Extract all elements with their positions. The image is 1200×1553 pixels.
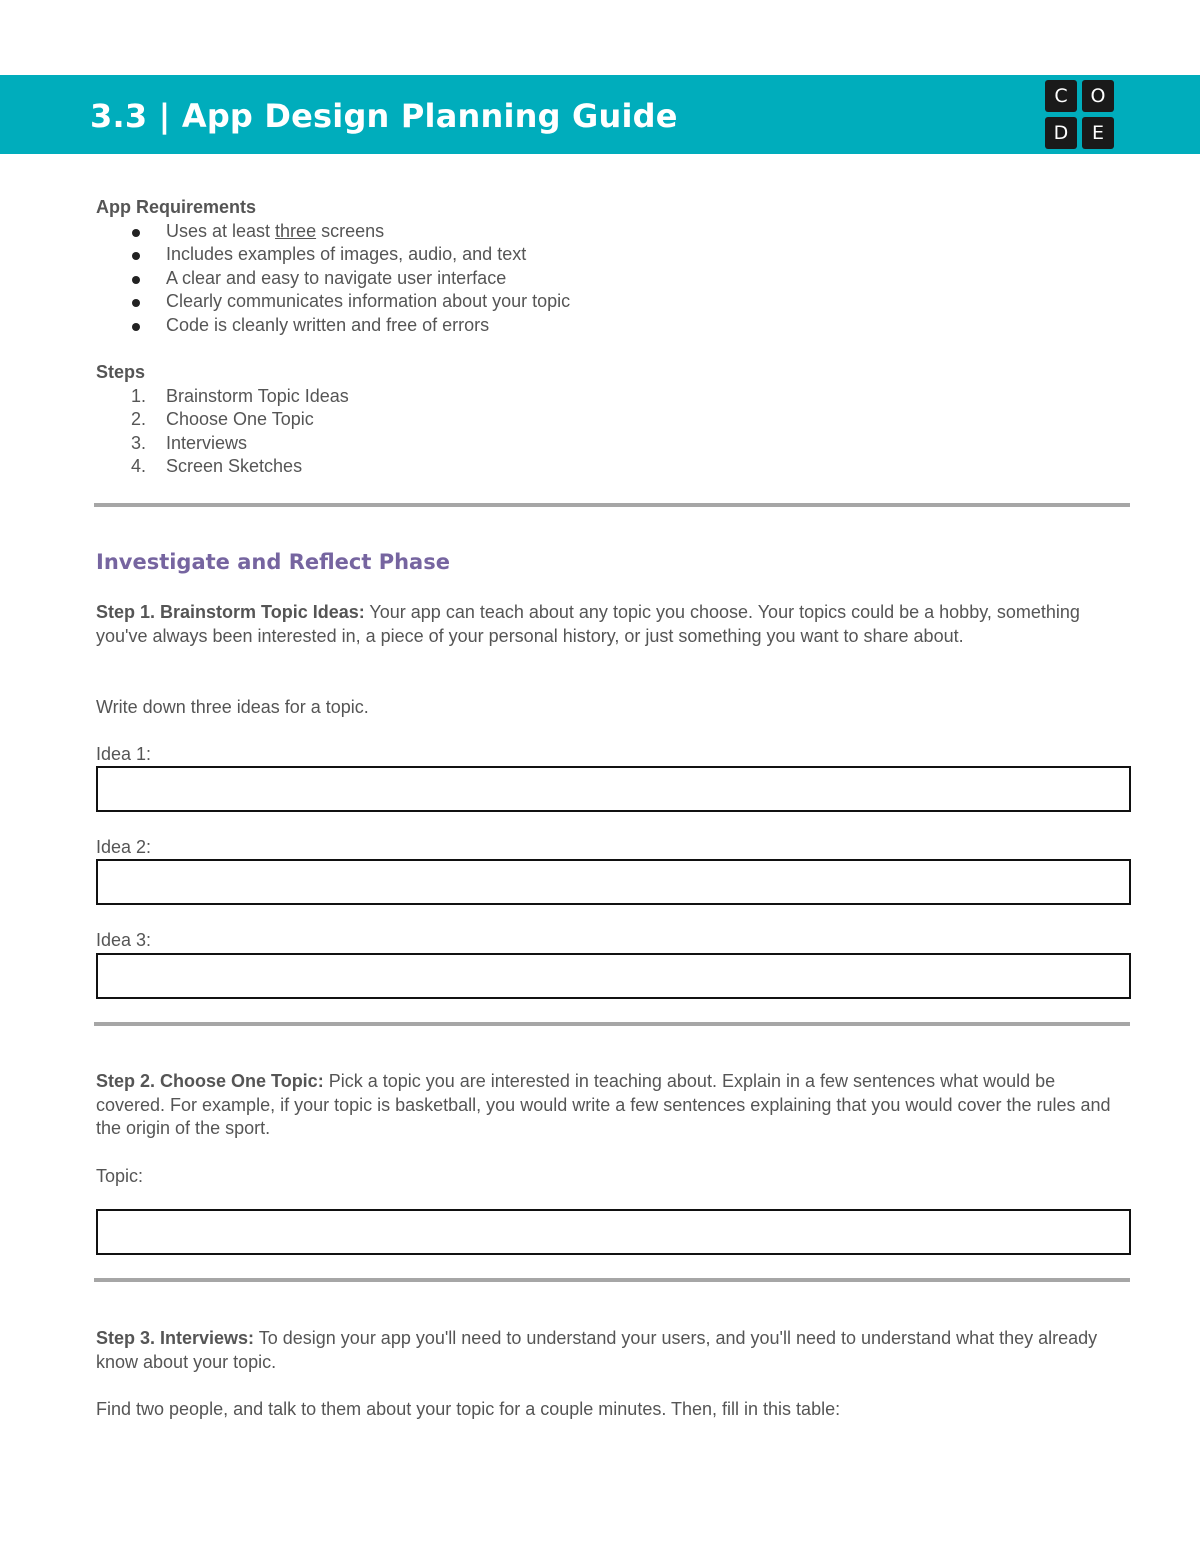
requirement-item <box>96 243 1131 267</box>
bullet-icon <box>132 276 140 284</box>
requirement-emphasis: three <box>275 220 317 241</box>
steps-heading: Steps <box>96 362 146 382</box>
idea1-input[interactable] <box>96 766 1131 812</box>
steps-list <box>96 385 1131 479</box>
requirements-heading: App Requirements <box>96 197 257 217</box>
requirement-item <box>96 314 1131 338</box>
requirement-text: Includes examples of images, audio, and text <box>166 244 527 264</box>
step1-label: Step 1. Brainstorm Topic Ideas: <box>96 602 365 622</box>
step2-description <box>96 1070 1126 1141</box>
step-item <box>96 455 1131 479</box>
requirement-item <box>96 267 1131 291</box>
step-label: Choose One Topic <box>166 409 314 429</box>
step-label: Interviews <box>166 432 248 453</box>
code-logo <box>1045 80 1115 150</box>
requirement-text: A clear and easy to navigate user interface <box>166 267 507 288</box>
idea3-label: Idea 3: <box>96 930 152 950</box>
step3-label: Step 3. Interviews: <box>96 1328 255 1348</box>
step-item <box>96 408 1131 432</box>
idea1-label: Idea 1: <box>96 744 152 764</box>
step-number: 2. <box>131 409 147 429</box>
page-title: 3.3 | App Design Planning Guide <box>90 97 678 135</box>
step3-description <box>96 1327 1126 1374</box>
logo-letter-c: C <box>1045 80 1077 112</box>
step-number: 1. <box>131 385 147 406</box>
step-number: 4. <box>131 456 147 476</box>
step1-text: Your app can teach about any topic you choose. Your topics could be a hobby, something you've always been interested in, a piece of your personal history, or just something you want to share about. <box>96 602 1080 646</box>
logo-letter-o: O <box>1082 80 1114 112</box>
bullet-icon <box>132 323 140 331</box>
idea3-input[interactable] <box>96 953 1131 999</box>
step-item <box>96 432 1131 456</box>
logo-letter-e: E <box>1082 117 1114 149</box>
step3-text: To design your app you'll need to understand your users, and you'll need to understand what they already know about your topic. <box>96 1328 1098 1372</box>
divider <box>94 1278 1130 1282</box>
idea2-label: Idea 2: <box>96 837 152 857</box>
divider <box>94 503 1130 507</box>
requirement-text: Code is cleanly written and free of errors <box>166 314 490 335</box>
step-item <box>96 385 1131 409</box>
requirement-text: Clearly communicates information about your topic <box>166 291 571 311</box>
bullet-icon <box>132 299 140 307</box>
step-label: Brainstorm Topic Ideas <box>166 385 349 406</box>
bullet-icon <box>132 229 140 237</box>
intro-section <box>96 196 1131 479</box>
bullet-icon <box>132 252 140 260</box>
topic-input[interactable] <box>96 1209 1131 1255</box>
step1-instruction: Write down three ideas for a topic. <box>96 697 369 717</box>
step2-text: Pick a topic you are interested in teaching about. Explain in a few sentences what would be covered. For example, if your topic is basketball, you would write a few sentences explaining that you would cover the rules and the origin of the sport. <box>96 1071 1111 1138</box>
idea2-input[interactable] <box>96 859 1131 905</box>
divider <box>94 1022 1130 1026</box>
step-label: Screen Sketches <box>166 456 303 476</box>
requirement-item <box>96 220 1131 244</box>
requirement-text: Uses at least <box>166 220 276 241</box>
phase-title: Investigate and Reflect Phase <box>96 550 450 574</box>
step2-label: Step 2. Choose One Topic: <box>96 1071 324 1091</box>
step1-description <box>96 601 1126 648</box>
topic-label: Topic: <box>96 1166 144 1186</box>
step-number: 3. <box>131 432 147 453</box>
requirements-list <box>96 220 1131 338</box>
requirement-item <box>96 290 1131 314</box>
logo-letter-d: D <box>1045 117 1077 149</box>
step3-instruction: Find two people, and talk to them about your topic for a couple minutes. Then, fill in this table: <box>96 1399 841 1419</box>
requirement-text-end: screens <box>316 220 385 241</box>
